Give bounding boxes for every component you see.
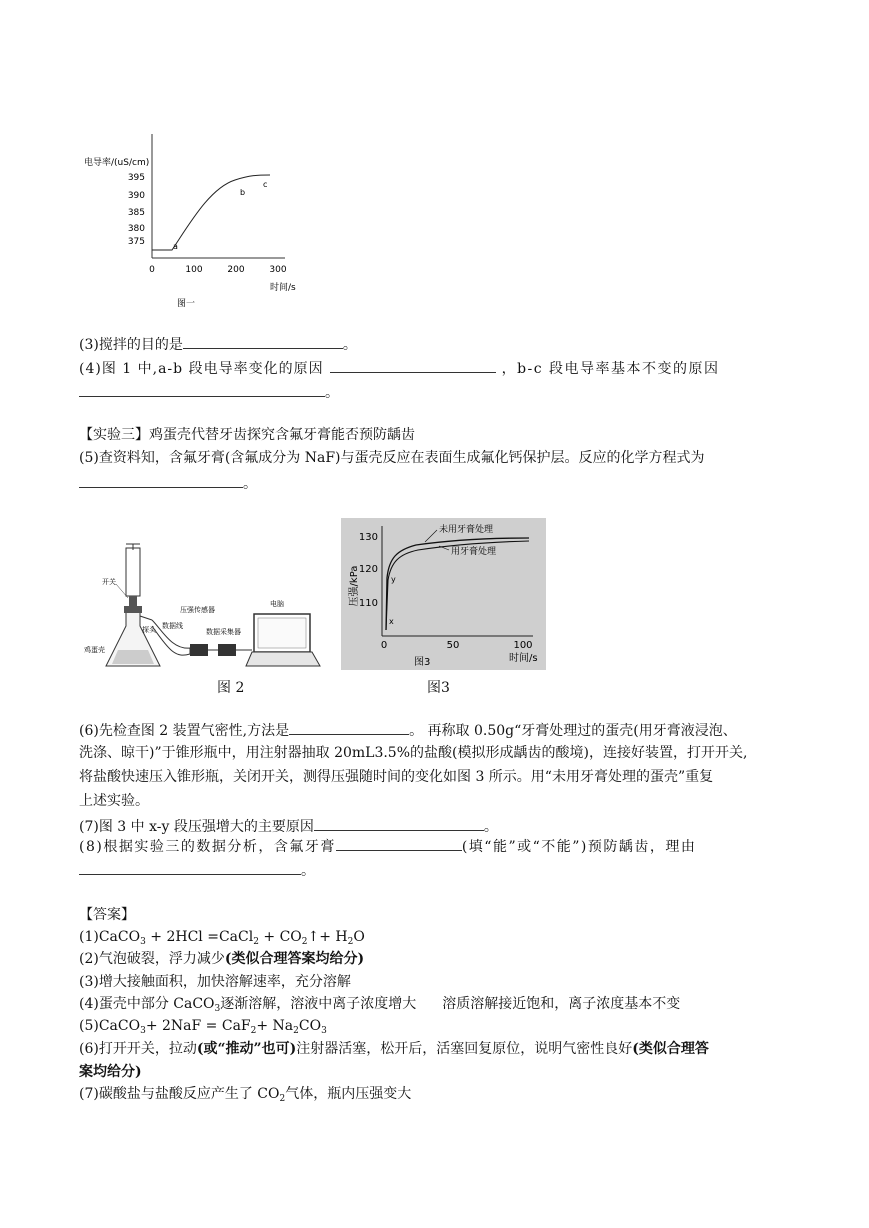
fig1-point-b: b [240, 188, 246, 197]
fig1-caption: 图一 [177, 299, 196, 309]
question-6-line2: 洗涤、晾干)”于锥形瓶中，用注射器抽取 20mL3.5%的盐酸(模拟形成龋齿的酸境)，连接好装置，打开开关, [79, 745, 748, 761]
fig1-x-tick: 100 [185, 265, 203, 275]
question-3: (3)搅拌的目的是 。 [79, 334, 790, 354]
fig1-y-tick: 385 [127, 208, 145, 218]
question-5-cont: 。 [79, 473, 790, 493]
answer-blank-q4a[interactable] [330, 358, 496, 373]
fig3-x-tick: 50 [446, 640, 460, 651]
answer-blank-q3[interactable] [183, 334, 343, 349]
question-8-cont: 。 [79, 860, 790, 880]
answer-7: (7)碳酸盐与盐酸反应产生了 $CO_2$气体，瓶内压强变大 [79, 1086, 412, 1104]
answer-5: (5)CaCO$_3$+ $2NaF = CaF_2+ Na_2CO_3$ [79, 1018, 327, 1036]
fig3-y-axis-label: 压强/kPa [349, 565, 360, 607]
fig3-point-x: x [389, 617, 394, 626]
answer-6: (6)打开开关，拉动(或“推动”也可)注射器活塞，松开后，活塞回复原位，说明气密性良好(类似合理答 [79, 1041, 709, 1057]
answer-blank-q7[interactable] [314, 816, 484, 831]
fig1-y-tick: 390 [127, 191, 145, 201]
label-data-collector: 数据采集器 [206, 628, 241, 636]
fig1-curve [152, 175, 270, 250]
laptop-keyboard [246, 652, 320, 666]
figure-1-conductivity-chart [80, 128, 310, 313]
answer-blank-q6[interactable] [289, 720, 409, 735]
fig1-y-tick: 380 [127, 224, 145, 234]
fig3-legend-treated: 用牙膏处理 [451, 547, 497, 557]
pressure-sensor [190, 644, 208, 656]
answer-1: (1)CaCO$_3$ + 2HCl =CaCl$_2$ + $CO_2↑+ H_2O$ [79, 929, 365, 947]
fig1-x-tick: 300 [269, 265, 287, 275]
answer-6-cont: 案均给分) [79, 1064, 142, 1080]
data-collector [218, 644, 236, 656]
fig3-y-tick: 120 [358, 564, 378, 575]
label-probe: 探头 [142, 626, 156, 634]
question-6-line4: 上述实验。 [79, 793, 149, 809]
fig3-point-y: y [391, 575, 396, 584]
fig1-x-axis-label: 时间/s [270, 283, 296, 293]
fig3-y-tick: 110 [358, 598, 378, 609]
figure-2-apparatus [82, 540, 332, 680]
fig3-y-tick: 130 [358, 532, 378, 543]
question-8: (8)根据实验三的数据分析，含氟牙膏 (填“能”或“不能”)预防龋齿，理由 [79, 836, 790, 856]
figure-3-caption: 图3 [427, 680, 450, 696]
answer-2: (2)气泡破裂，浮力减少(类似合理答案均给分) [79, 951, 365, 967]
syringe [126, 548, 140, 596]
answer-4: (4)蛋壳中部分 CaCO$_3$逐渐溶解，溶液中离子浓度增大 溶质溶解接近饱和，离子浓度基本不变 [79, 996, 681, 1014]
fig1-point-c: c [263, 180, 268, 189]
question-4-cont: 。 [79, 382, 790, 402]
fig3-inner-caption: 图3 [414, 657, 431, 668]
fig3-legend-untreated: 未用牙膏处理 [439, 525, 494, 535]
question-4: (4)图 1 中,a-b 段电导率变化的原因 ，b-c 段电导率基本不变的原因 [79, 358, 790, 378]
experiment-3-title: 【实验三】鸡蛋壳代替牙齿探究含氟牙膏能否预防龋齿 [79, 427, 415, 443]
question-5: (5)查资料知，含氟牙膏(含氟成分为 NaF)与蛋壳反应在表面生成氟化钙保护层。反应的化学方程式为 [79, 450, 705, 466]
fig3-x-tick: 100 [513, 640, 533, 651]
fig1-point-a: a [173, 242, 178, 251]
fig3-x-tick: 0 [380, 640, 388, 651]
label-pressure-sensor: 压强传感器 [180, 606, 215, 614]
question-6: (6)先检查图 2 装置气密性,方法是 。 再称取 0.50g“牙膏处理过的蛋壳(用牙膏液浸泡、 [79, 720, 790, 740]
question-6-line3: 将盐酸快速压入锥形瓶，关闭开关，测得压强随时间的变化如图 3 所示。用“未用牙膏处理的蛋壳”重复 [79, 769, 714, 785]
fig1-y-tick: 395 [127, 173, 145, 183]
fig3-x-axis-label: 时间/s [509, 653, 538, 664]
label-eggshell: 鸡蛋壳 [84, 646, 105, 654]
answer-blank-q4b[interactable] [79, 382, 325, 397]
label-switch: 开关 [102, 578, 116, 586]
answer-blank-q5[interactable] [79, 473, 243, 488]
label-data-line: 数据线 [162, 622, 183, 630]
figure-3-pressure-chart [341, 518, 546, 670]
answer-blank-q8b[interactable] [79, 860, 301, 875]
answer-3: (3)增大接触面积，加快溶解速率，充分溶解 [79, 974, 351, 990]
fig1-y-tick: 375 [127, 237, 145, 247]
fig1-x-tick: 200 [227, 265, 245, 275]
fig1-x-tick: 0 [149, 265, 155, 275]
answer-blank-q8a[interactable] [336, 836, 462, 851]
figure-2-caption: 图 2 [217, 680, 245, 696]
label-computer: 电脑 [270, 600, 284, 608]
question-7: (7)图 3 中 x-y 段压强增大的主要原因 。 [79, 816, 790, 836]
answer-title: 【答案】 [79, 907, 135, 923]
fig1-y-axis-label: 电导率/(uS/cm) [84, 158, 150, 168]
